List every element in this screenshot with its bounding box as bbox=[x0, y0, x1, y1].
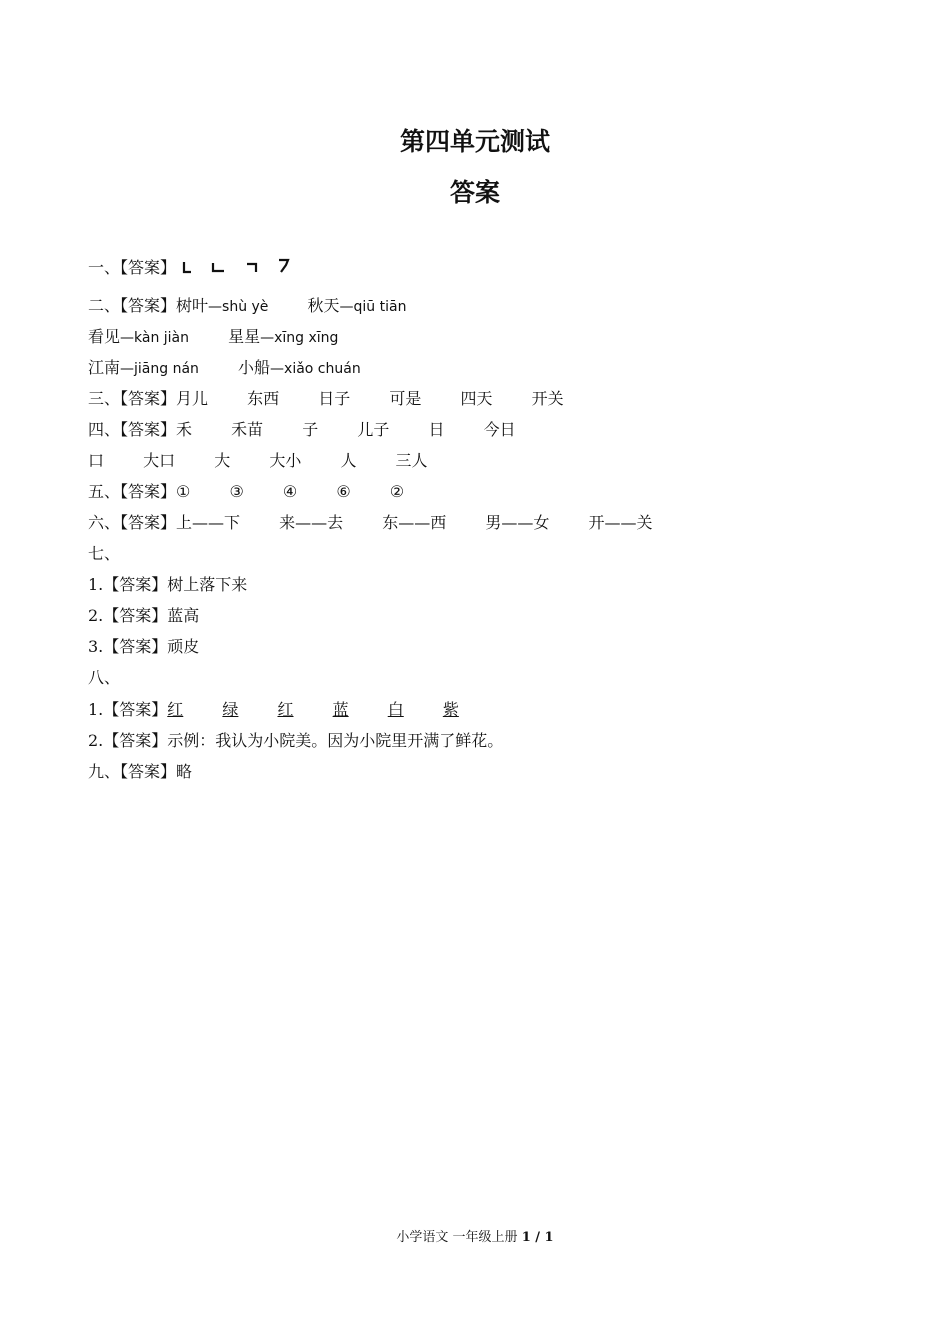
q2-pinyin: —qiū tiān bbox=[339, 299, 407, 315]
q2-word: 江南 bbox=[88, 358, 121, 377]
q2-line-2 bbox=[88, 327, 338, 348]
q3-item: 日子 bbox=[318, 389, 351, 408]
q2-pinyin: —shù yè bbox=[208, 299, 269, 315]
q2-pinyin: —xiǎo chuán bbox=[270, 361, 361, 377]
q3-line bbox=[88, 389, 564, 409]
q2-word: 星星 bbox=[228, 327, 261, 346]
page-subtitle: 答案 bbox=[449, 178, 500, 207]
page-footer bbox=[0, 1226, 950, 1245]
q1-label: 一、【答案】 bbox=[88, 258, 177, 277]
q5-label: 五、【答案】 bbox=[88, 482, 177, 501]
q5-item: ① bbox=[176, 482, 191, 501]
q2-pinyin: —kàn jiàn bbox=[120, 330, 190, 346]
q9-line: 九、【答案】略 bbox=[88, 762, 193, 781]
q7-item: 1.【答案】树上落下来 bbox=[88, 575, 248, 594]
q7-item: 2.【答案】蓝高 bbox=[88, 606, 200, 625]
q4-line-2 bbox=[88, 451, 428, 471]
q2-word: 树叶 bbox=[176, 296, 209, 315]
q5-item: ③ bbox=[229, 482, 244, 501]
q4-item: 日 bbox=[428, 420, 445, 439]
page-title: 第四单元测试 bbox=[399, 127, 550, 156]
q4-item: 儿子 bbox=[357, 420, 390, 439]
stroke-hengzhe-icon bbox=[245, 259, 261, 275]
q8-color: 红 bbox=[277, 700, 294, 719]
q8-label: 八、 bbox=[88, 668, 121, 687]
q2-word: 小船 bbox=[238, 358, 271, 377]
q3-item: 东西 bbox=[247, 389, 280, 408]
q8-color: 红 bbox=[167, 700, 184, 719]
q3-item: 月儿 bbox=[176, 389, 209, 408]
q4-label: 四、【答案】 bbox=[88, 420, 177, 439]
q6-item: 男——女 bbox=[485, 513, 550, 532]
q2-pinyin: —jiāng nán bbox=[120, 361, 199, 377]
q2-pinyin: —xīng xīng bbox=[260, 330, 339, 346]
q8-color: 白 bbox=[387, 700, 404, 719]
page-number: 1 / 1 bbox=[521, 1230, 554, 1245]
q4-item: 三人 bbox=[395, 451, 428, 470]
q8-item-1-label: 1.【答案】 bbox=[88, 700, 168, 719]
q6-label: 六、【答案】 bbox=[88, 513, 177, 532]
q3-item: 可是 bbox=[389, 389, 422, 408]
q5-item: ② bbox=[389, 482, 405, 501]
q6-item: 东——西 bbox=[382, 513, 447, 532]
q8-color: 紫 bbox=[442, 700, 459, 719]
q4-item: 人 bbox=[340, 451, 357, 470]
q4-item: 今日 bbox=[483, 420, 516, 439]
stroke-shuzhe-icon bbox=[181, 259, 193, 275]
q1-line bbox=[88, 257, 292, 278]
q7-label: 七、 bbox=[88, 544, 121, 563]
q8-color: 蓝 bbox=[332, 700, 349, 719]
q6-item: 来——去 bbox=[279, 513, 344, 532]
footer-text: 小学语文 一年级上册 bbox=[396, 1230, 522, 1245]
q4-item: 禾苗 bbox=[231, 420, 264, 439]
q8-color: 绿 bbox=[222, 700, 239, 719]
q2-line-1 bbox=[88, 296, 406, 317]
q4-item: 子 bbox=[302, 420, 319, 439]
stroke-hengpie-icon bbox=[276, 257, 292, 275]
q4-item: 大口 bbox=[143, 451, 176, 470]
q3-label: 三、【答案】 bbox=[88, 389, 177, 408]
q4-line-1 bbox=[88, 420, 516, 440]
q6-item: 开——关 bbox=[588, 513, 653, 532]
q2-line-3 bbox=[88, 358, 361, 379]
q4-item: 禾 bbox=[176, 420, 193, 439]
q8-item-1 bbox=[88, 700, 459, 720]
stroke-shuzhe-2-icon bbox=[208, 259, 230, 275]
q7-item: 3.【答案】顽皮 bbox=[88, 637, 200, 656]
q2-label: 二、【答案】 bbox=[88, 296, 177, 315]
q3-item: 四天 bbox=[460, 389, 493, 408]
q4-item: 大小 bbox=[269, 451, 302, 470]
q5-item: ⑥ bbox=[336, 482, 351, 501]
q3-item: 开关 bbox=[531, 389, 564, 408]
q5-item: ④ bbox=[282, 482, 298, 501]
q5-line bbox=[88, 482, 404, 502]
q6-item: 上——下 bbox=[176, 513, 241, 532]
q8-item-2: 2.【答案】示例：我认为小院美。因为小院里开满了鲜花。 bbox=[88, 731, 504, 750]
q4-item: 大 bbox=[214, 451, 231, 470]
q6-line bbox=[88, 513, 652, 533]
q2-word: 看见 bbox=[88, 327, 121, 346]
q2-word: 秋天 bbox=[307, 296, 340, 315]
q4-item: 口 bbox=[88, 451, 105, 470]
